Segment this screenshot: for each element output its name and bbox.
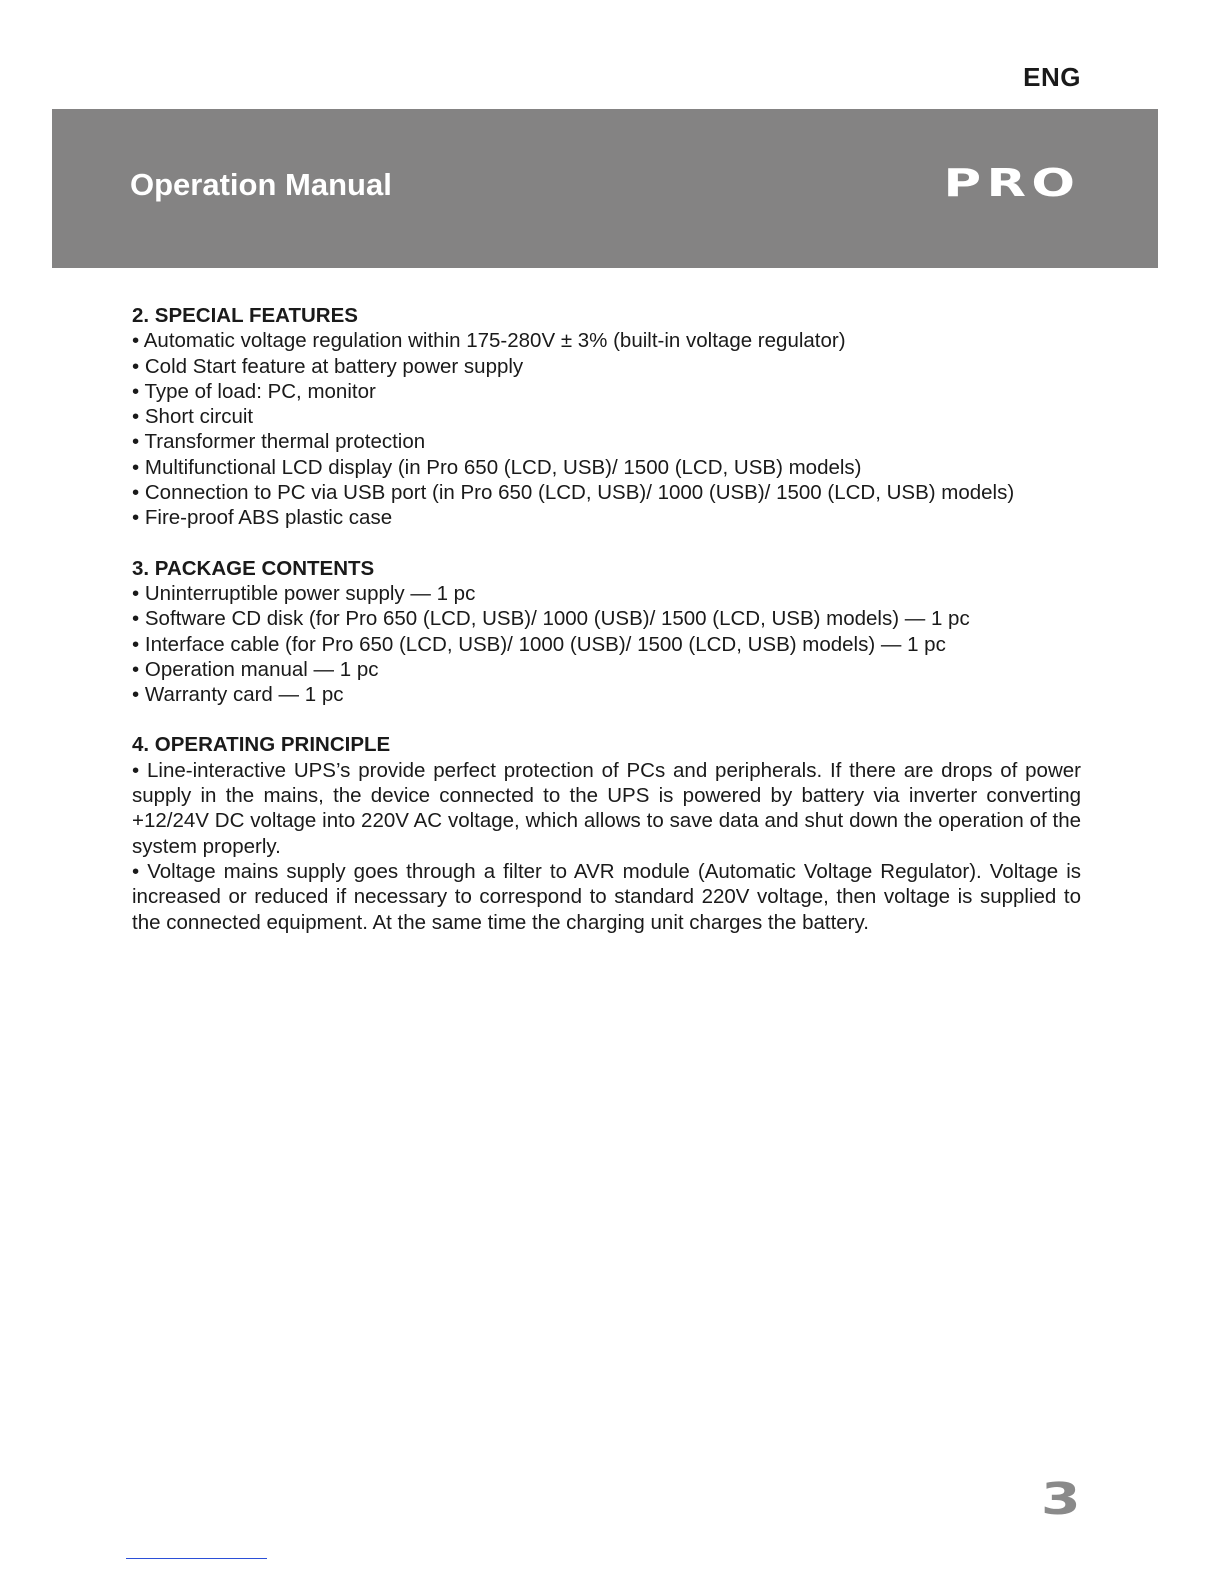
paragraph: • Line-interactive UPS’s provide perfect protection of PCs and peripherals. If there are drops of power supply in the mains, the device connected to the UPS is powered by battery via inverter converting +12/24V DC voltage into 220V AC voltage, which allows to save data and shut down the operation of the system properly. (132, 758, 1081, 858)
list-item: • Software CD disk (for Pro 650 (LCD, USB)/ 1000 (USB)/ 1500 (LCD, USB) models) — 1 pc (132, 607, 970, 631)
list-item: • Connection to PC via USB port (in Pro 650 (LCD, USB)/ 1000 (USB)/ 1500 (LCD, USB) models) (132, 481, 1015, 505)
document-body (132, 303, 1081, 960)
list-item: • Transformer thermal protection (132, 430, 426, 454)
footer-divider (126, 1558, 267, 1559)
brand-logo: PRO (943, 161, 1080, 205)
language-label: ENG (1023, 62, 1081, 92)
section-heading: 2. SPECIAL FEATURES (132, 304, 358, 327)
list-item: • Short circuit (132, 405, 254, 429)
list-item: • Multifunctional LCD display (in Pro 650 (LCD, USB)/ 1500 (LCD, USB) models) (132, 455, 862, 479)
list-item: • Automatic voltage regulation within 175-280V ± 3% (built-in voltage regulator) (132, 329, 846, 353)
section-package-contents (132, 556, 1081, 708)
list-item: • Warranty card — 1 pc (132, 683, 344, 707)
list-item: • Cold Start feature at battery power supply (132, 354, 524, 378)
section-heading: 4. OPERATING PRINCIPLE (132, 733, 391, 757)
section-heading: 3. PACKAGE CONTENTS (132, 556, 375, 580)
section-operating-principle (132, 732, 1081, 934)
list-item: • Operation manual — 1 pc (132, 657, 379, 681)
list-item: • Interface cable (for Pro 650 (LCD, USB)/ 1000 (USB)/ 1500 (LCD, USB) models) — 1 pc (132, 632, 946, 656)
page-number: 3 (1041, 1474, 1081, 1525)
section-special-features (132, 303, 1081, 531)
list-item: • Fire-proof ABS plastic case (132, 506, 393, 530)
list-item: • Uninterruptible power supply — 1 pc (132, 581, 476, 605)
list-item: • Type of load: PC, monitor (132, 379, 376, 403)
paragraph: • Voltage mains supply goes through a filter to AVR module (Automatic Voltage Regulator). Voltage is increased or reduced if necessary to correspond to standard 220V voltage, then voltage is supplied to the connected equipment. At the same time the charging unit charges the battery. (132, 859, 1081, 934)
header-banner (52, 109, 1158, 268)
page-title: Operation Manual (130, 167, 392, 202)
